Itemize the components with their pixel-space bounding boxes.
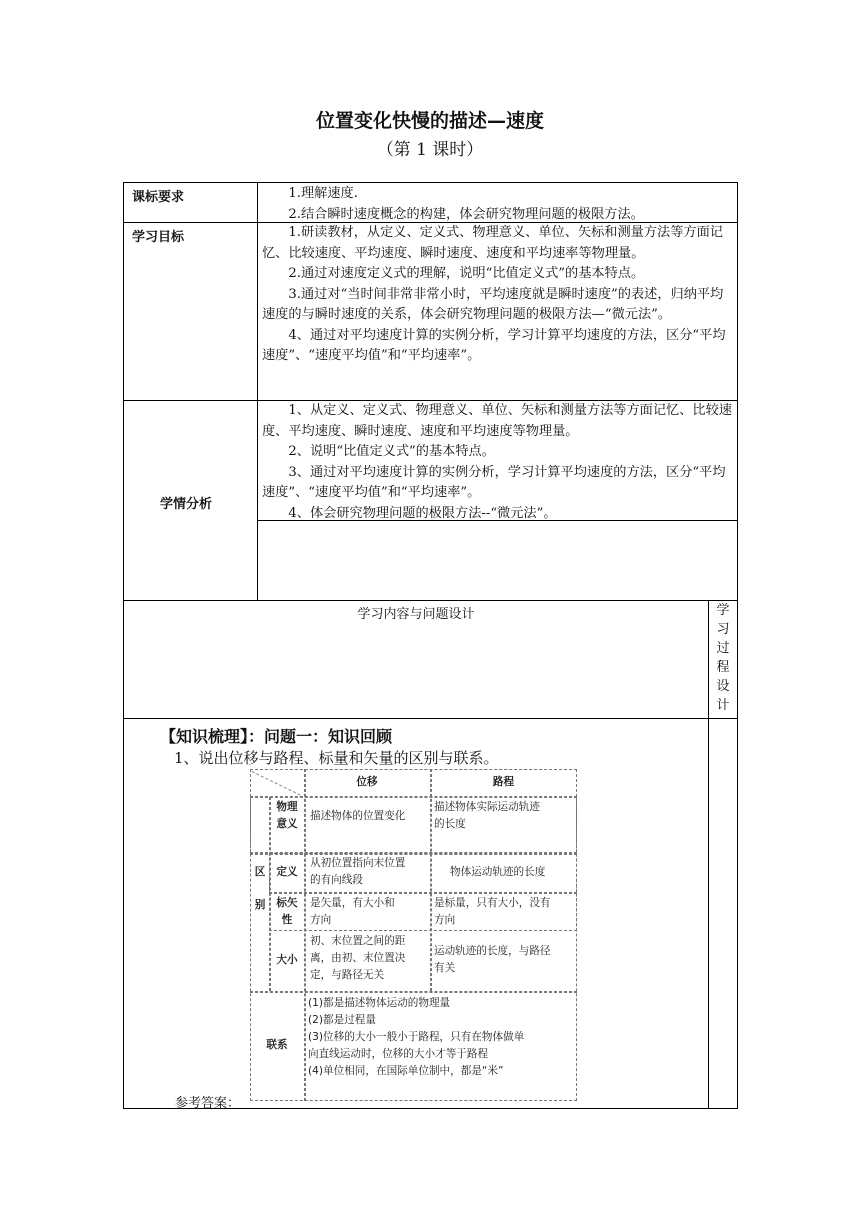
content-design-header: 学习内容与问题设计	[357, 607, 475, 622]
label-analysis: 学情分析	[160, 497, 213, 512]
analysis-item: 3、通过对平均速度计算的实例分析，学习计算平均速度的方法，区分“平均速度”、“速度平均值”和“平均速率”。	[262, 464, 726, 500]
goal-item: 4、通过对平均速度计算的实例分析，学习计算平均速度的方法，区分“平均速度”、“速度平均值”和“平均速率”。	[262, 327, 726, 363]
process-design-header: 学 习 过 程 设 计	[716, 603, 730, 713]
page-title: 位置变化快慢的描述—速度	[315, 110, 544, 132]
standard-item: 1.理解速度.	[288, 186, 358, 201]
answer-label: 参考答案：	[175, 1096, 241, 1111]
relation-items: (1)都是描述物体运动的物理量 (2)都是过程量 (3)位移的大小一般小于路程，只有在物体做单 向直线运动时，位移的大小才等于路程 (4)单位相同，在国际单位制中，都是“米”	[308, 997, 525, 1077]
row-definition-displacement: 从初位置指向末位置 的有向线段	[310, 857, 406, 886]
standard-content	[262, 184, 734, 225]
row-meaning-displacement: 描述物体的位置变化	[310, 810, 406, 822]
row-meaning-path: 描述物体实际运动轨迹 的长度	[434, 801, 540, 830]
relation-label: 联系	[266, 1039, 288, 1051]
col-header-displacement: 位移	[356, 776, 378, 788]
goal-item: 3.通过对“当时间非常非常小时，平均速度就是瞬时速度”的表述，归纳平均速度的与瞬时速度的关系，体会研究物理问题的极限方法—“微元法”。	[262, 286, 724, 322]
row-vector-path: 是标量，只有大小，没有 方向	[434, 897, 551, 926]
row-vector-displacement: 是矢量，有大小和 方向	[310, 897, 395, 926]
group-label: 区 别	[254, 866, 266, 911]
row-size-displacement: 初、末位置之间的距 离，由初、末位置决 定，与路径无关	[310, 935, 406, 981]
analysis-content	[262, 401, 734, 524]
col-header-path: 路程	[492, 776, 515, 788]
row-name-size: 大小	[276, 954, 298, 966]
comparison-figure	[250, 769, 577, 1101]
knowledge-heading: 【知识梳理】：问题一：知识回顾	[160, 727, 393, 746]
row-size-path: 运动轨迹的长度，与路径 有关	[434, 945, 551, 974]
row-name-meaning: 物理 意义	[276, 801, 298, 830]
row-name-definition: 定义	[276, 866, 298, 878]
analysis-item: 4、体会研究物理问题的极限方法--“微元法”。	[288, 505, 557, 521]
goal-item: 2.通过对速度定义式的理解，说明“比值定义式”的基本特点。	[288, 266, 645, 281]
standard-item: 2.结合瞬时速度概念的构建，体会研究物理问题的极限方法。	[288, 206, 644, 222]
goals-content	[262, 223, 734, 367]
row-name-vector: 标矢 性	[276, 897, 298, 926]
analysis-item: 1、从定义、定义式、物理意义、单位、矢标和测量方法等方面记忆、比较速度、平均速度、瞬时速度、速度和平均速度等物理量。	[262, 403, 732, 439]
knowledge-question: 1、说出位移与路程、标量和矢量的区别与联系。	[174, 749, 499, 767]
row-definition-path: 物体运动轨迹的长度	[450, 866, 546, 878]
label-standard: 课标要求	[132, 190, 185, 205]
page-subtitle: （第 1 课时）	[376, 140, 484, 160]
goal-item: 1.研读教材，从定义、定义式、物理意义、单位、矢标和测量方法等方面记忆、比较速度、平均速度、瞬时速度、速度和平均速率等物理量。	[262, 225, 723, 261]
analysis-item: 2、说明“比值定义式”的基本特点。	[288, 444, 495, 459]
label-goals: 学习目标	[132, 230, 185, 245]
